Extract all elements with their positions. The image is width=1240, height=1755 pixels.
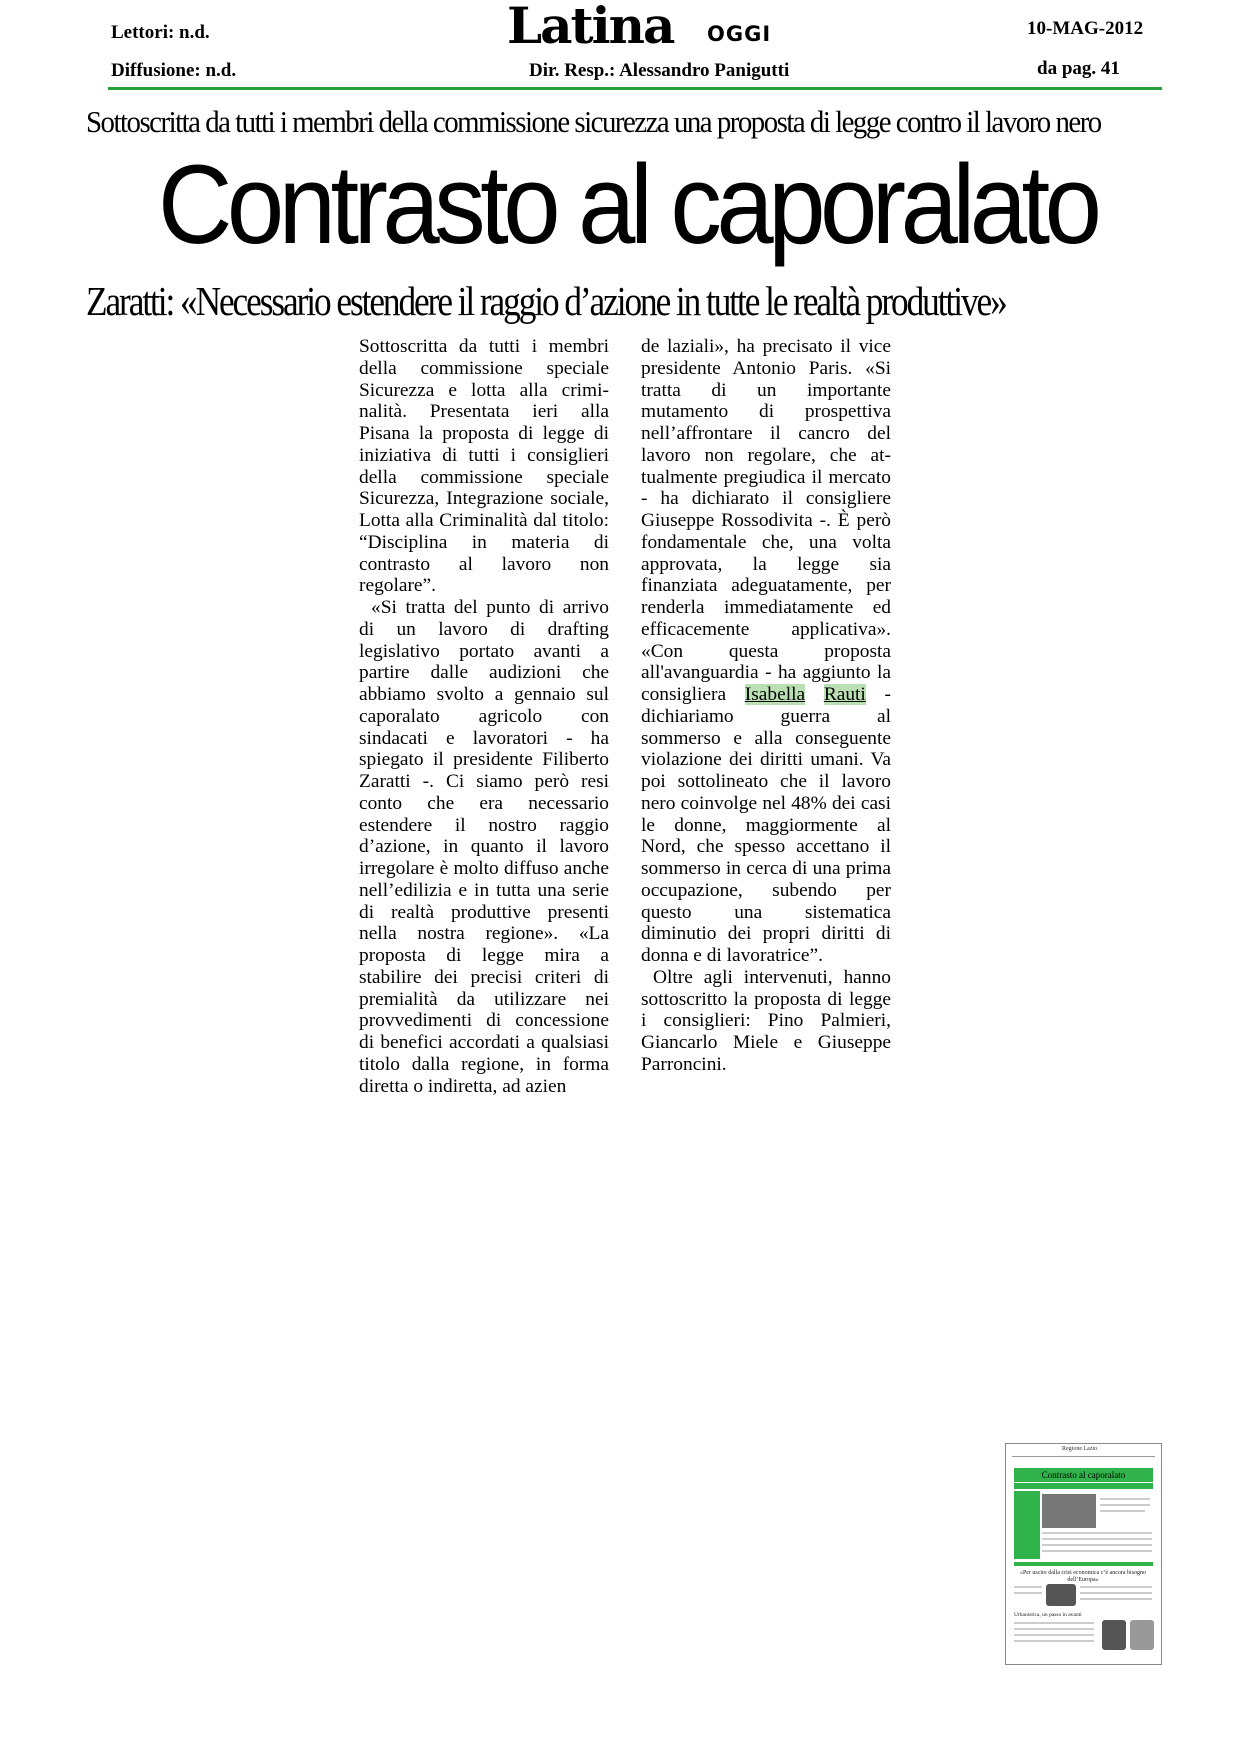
- director-label: Dir. Resp.: Alessandro Panigutti: [529, 60, 790, 81]
- column-2-paragraph-1: [641, 336, 891, 967]
- thumbnail-line: [1014, 1592, 1042, 1594]
- thumbnail-banner: [1014, 1562, 1153, 1566]
- masthead-subtitle: OGGI: [707, 22, 772, 46]
- highlighted-name-last: Rauti: [823, 684, 866, 705]
- thumbnail-quote: «Per uscire dalla crisi economica c’è ancora bisogno dell’Europa»: [1019, 1570, 1147, 1583]
- page-thumbnail: [1005, 1443, 1162, 1665]
- thumbnail-line: [1014, 1628, 1094, 1630]
- thumbnail-footer-headline: Urbanistica, un passo in avanti: [1014, 1612, 1082, 1618]
- highlighted-name-first: Isabella: [744, 684, 806, 705]
- thumbnail-line: [1014, 1622, 1094, 1624]
- article-kicker: Sottoscritta da tutti i membri della commissione sicurezza una proposta di legge contro il lavoro nero: [86, 104, 1101, 139]
- masthead-title: Latina: [507, 0, 674, 55]
- header-divider: [108, 87, 1162, 90]
- thumbnail-header-text: Regione Lazio: [1062, 1446, 1098, 1452]
- article-subhead: Zaratti: «Necessario estendere il raggio d’azione in tutte le realtà produttive»: [86, 278, 1006, 324]
- column-1-paragraph-2: «Si tratta del punto di arrivo di un lavoro di drafting legislativo portato avanti a partire dalle audizioni che abbiamo svolto a gennaio sul caporalato agricolo con sindacati e lavoratori - ha spiegato il presidente Filiberto Zaratti -. Ci siamo però resi conto che era necessario estendere il nostro raggio d’azione, in quanto il lavoro irregolare è molto diffuso anche nell’edilizia e in tutta una serie di realtà produttive presenti nella nostra regione». «La proposta di legge mira a stabilire dei precisi criteri di premialità da utilizzare nei provvedimenti di concessione di benefici accordati a qualsiasi titolo dalla regione, in forma diretta o indiretta, ad azien: [359, 597, 609, 1097]
- thumbnail-photo: [1042, 1494, 1096, 1528]
- thumbnail-line: [1080, 1598, 1152, 1600]
- thumbnail-line: [1100, 1504, 1150, 1506]
- diffusione-label: Diffusione: n.d.: [111, 60, 237, 81]
- thumbnail-portrait: [1130, 1620, 1154, 1650]
- thumbnail-sidebar: [1014, 1491, 1040, 1559]
- thumbnail-line: [1042, 1532, 1152, 1534]
- thumbnail-line: [1042, 1538, 1152, 1540]
- column-2-text-a: de laziali», ha precisato il vice presidente Antonio Paris. «Si tratta di un importante mutamento di prospettiva nell’affrontare il cancro del lavoro non regolare, che attualmente pregiudica il mercato - ha dichiarato il consigliere Giuseppe Rossodivita -. È però fondamentale che, una volta approvata, la legge sia finanziata adeguatamente, per renderla immediatamente ed efficacemente applicativa». «Con questa proposta all'avanguardia - ha aggiunto la consigliera: [641, 336, 891, 705]
- article-headline: Contrasto al caporalato: [158, 142, 1097, 267]
- column-2-paragraph-2: Oltre agli intervenuti, hanno sottoscritto la proposta di legge i consiglieri: Pino Palmieri, Giancarlo Miele e Giuseppe Parroncini.: [641, 966, 891, 1075]
- column-2-text-b: - dichiariamo guerra al sommerso e alla conseguente violazione dei diritti umani. Va poi sottolineato che il lavoro nero coinvolge nel 48% dei casi le donne, maggiormente al Nord, che spesso accettano il sommerso in cerca di una prima occupazione, subendo per questo una sistematica diminutio dei propri diritti di donna e di lavoratrice”.: [641, 684, 891, 966]
- thumbnail-line: [1014, 1586, 1042, 1588]
- thumbnail-line: [1100, 1498, 1150, 1500]
- thumbnail-portrait: [1102, 1620, 1126, 1650]
- thumbnail-header-bar: [1012, 1446, 1155, 1457]
- publication-date: 10-MAG-2012: [1027, 18, 1144, 39]
- article-column-2: [641, 336, 891, 1076]
- thumbnail-line: [1014, 1634, 1094, 1636]
- article-column-1: [359, 336, 609, 1097]
- page-reference: da pag. 41: [1037, 58, 1120, 79]
- thumbnail-line: [1080, 1592, 1152, 1594]
- thumbnail-title: Contrasto al caporalato: [1014, 1468, 1153, 1482]
- thumbnail-subtitle-bar: [1014, 1483, 1153, 1489]
- thumbnail-line: [1042, 1550, 1152, 1552]
- masthead-logo: [507, 0, 777, 55]
- thumbnail-line: [1014, 1640, 1094, 1642]
- name-space: [805, 684, 824, 705]
- thumbnail-portrait: [1046, 1584, 1076, 1606]
- column-1-paragraph-1: Sottoscritta da tutti i membri della commissione speciale Sicurezza e lotta alla criminalità. Presentata ieri alla Pisana la proposta di legge di iniziativa di tutti i consiglieri della commissione speciale Sicurezza, Integrazione sociale, Lotta alla Criminalità dal titolo: “Disciplina in materia di contrasto al lavoro non regolare”.: [359, 336, 609, 597]
- thumbnail-line: [1080, 1586, 1152, 1588]
- thumbnail-line: [1042, 1544, 1152, 1546]
- thumbnail-line: [1100, 1510, 1145, 1512]
- lettori-label: Lettori: n.d.: [111, 22, 210, 43]
